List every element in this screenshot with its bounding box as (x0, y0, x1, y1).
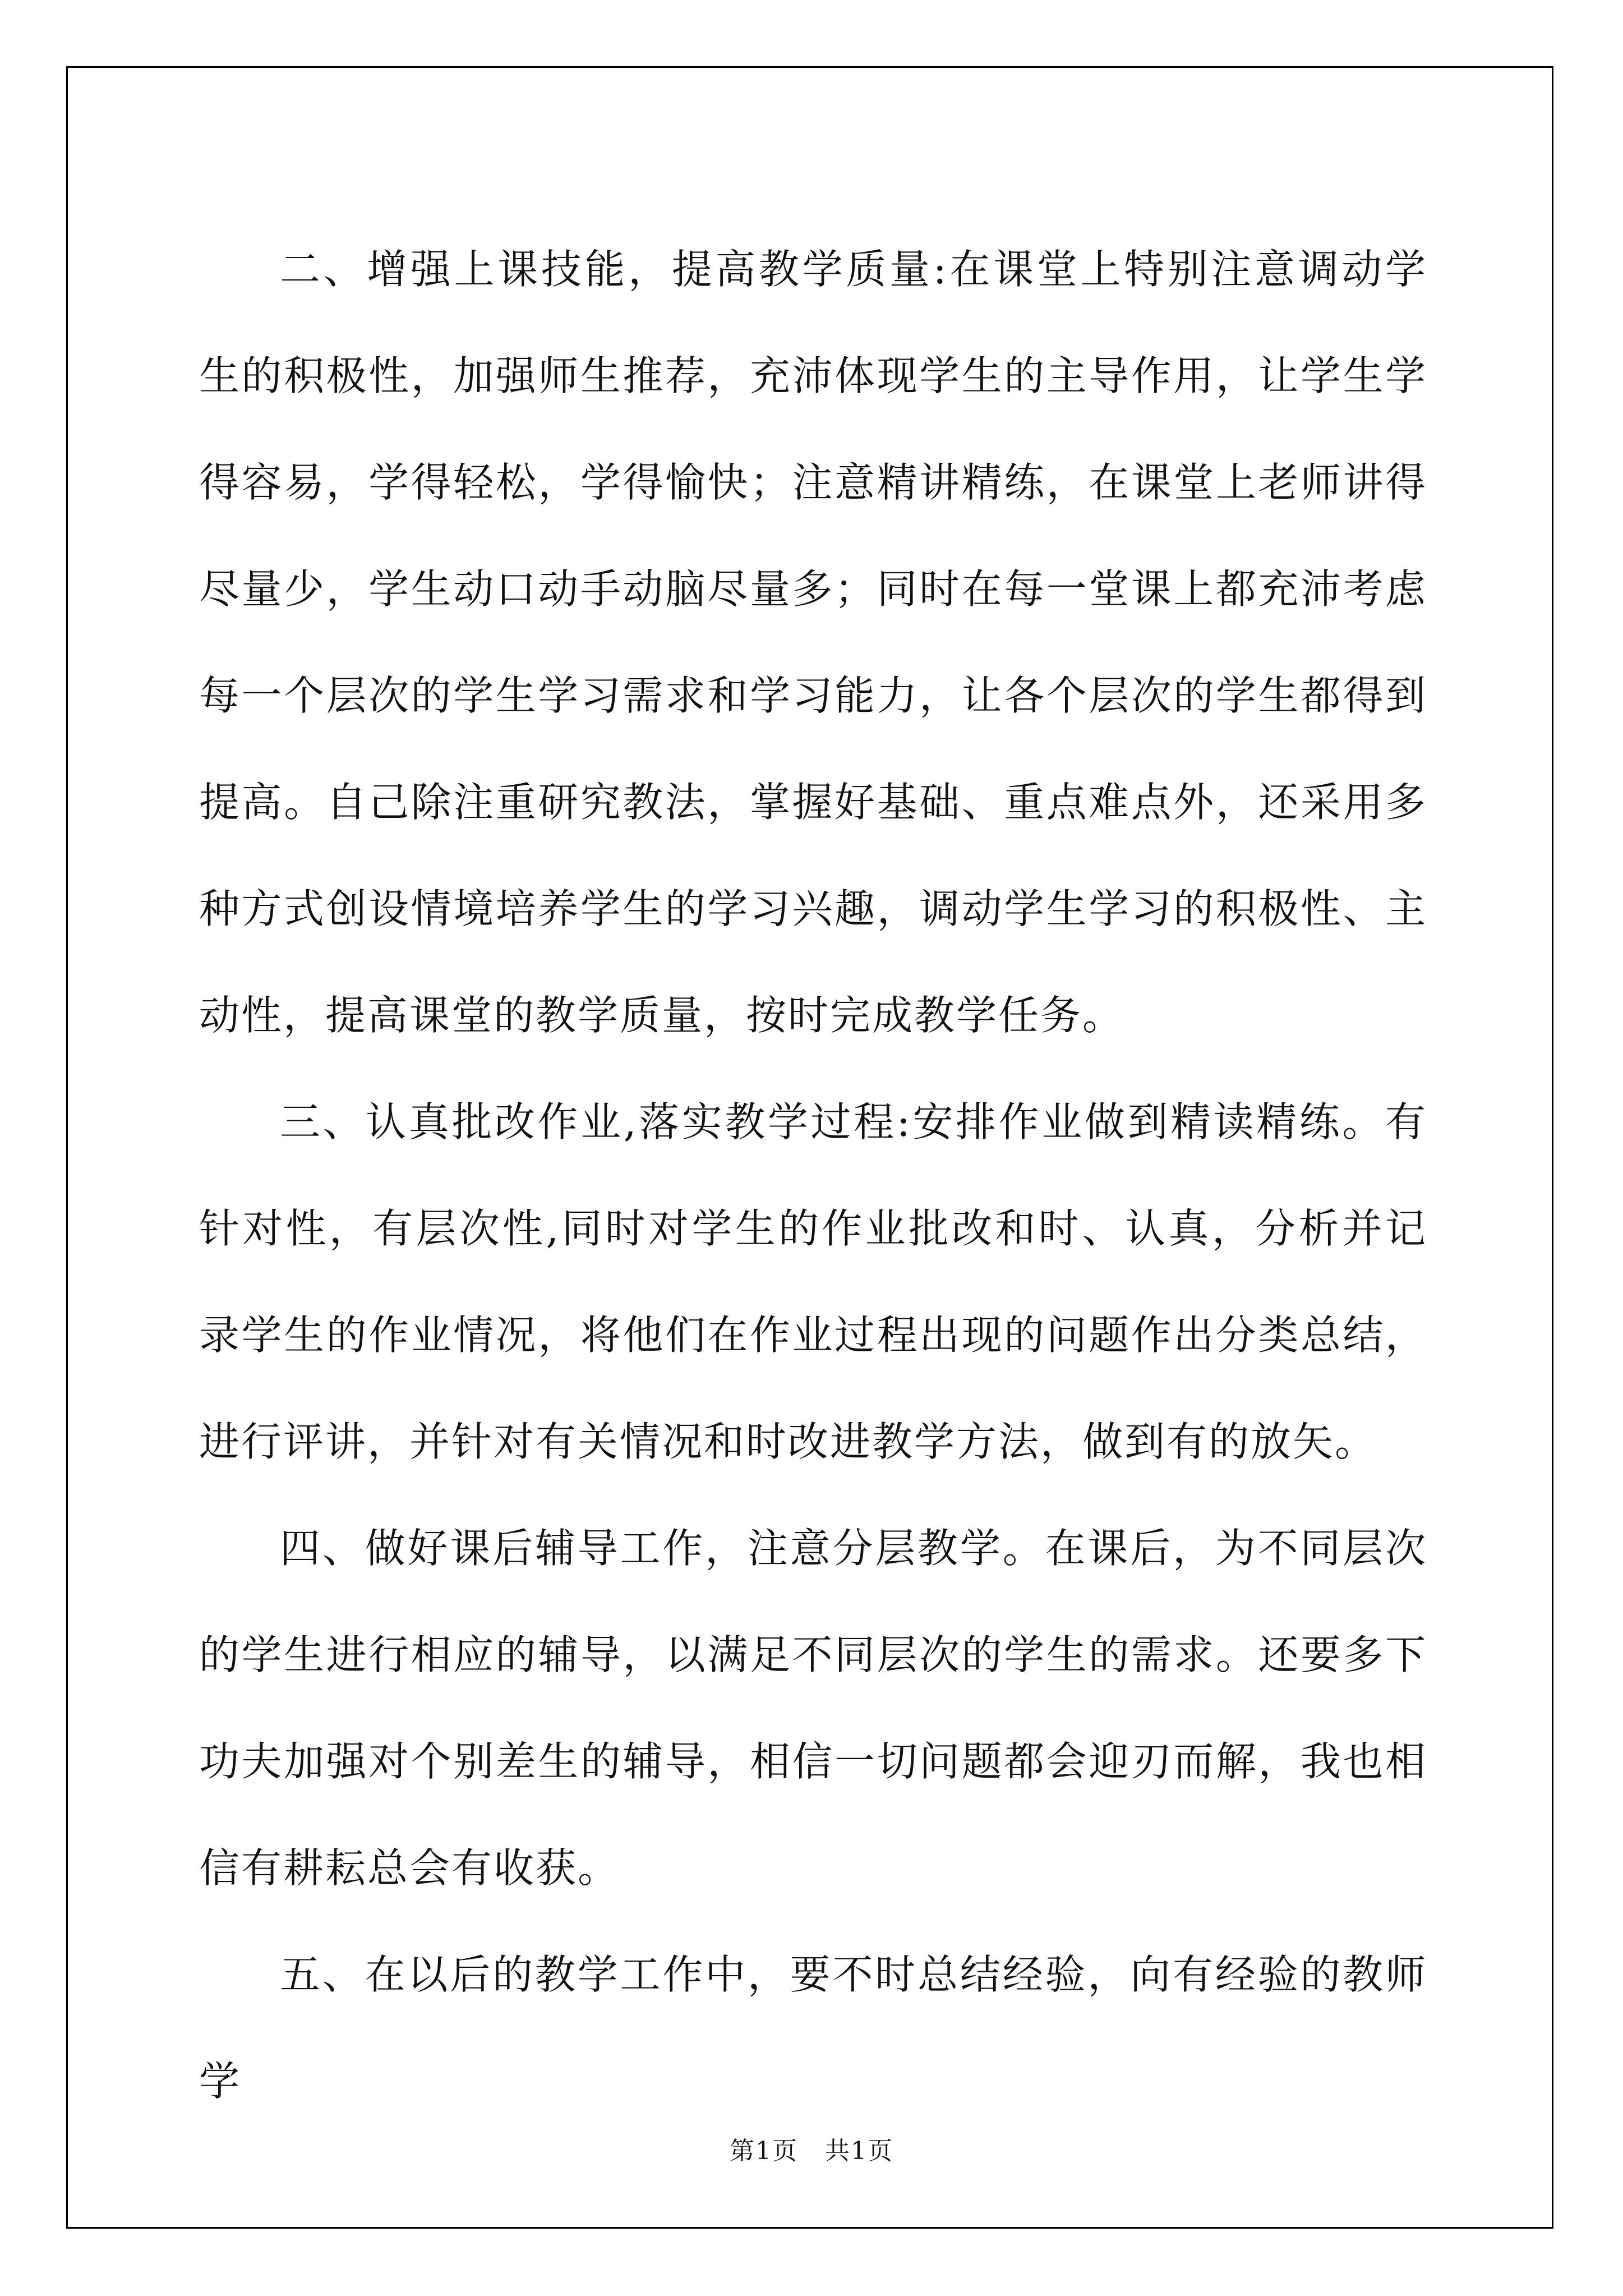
paragraph-homework: 三、认真批改作业,落实教学过程:安排作业做到精读精练。有针对性，有层次性,同时对学生的作业批改和时、认真，分析并记录学生的作业情况，将他们在作业过程出现的问题作出分类总结，进行评讲，并针对有关情况和时改进教学方法，做到有的放矢。 (199, 1098, 1427, 1465)
paragraph-tutoring: 四、做好课后辅导工作，注意分层教学。在课后，为不同层次的学生进行相应的辅导，以满足不同层次的学生的需求。还要多下功夫加强对个别差生的辅导，相信一切问题都会迎刃而解，我也相信有耕耘总会有收获。 (199, 1525, 1427, 1892)
page-footer (0, 2134, 1623, 2168)
page-number: 第1页 (730, 2137, 798, 2165)
document-body (199, 216, 1427, 2134)
page-total: 共1页 (825, 2137, 893, 2165)
paragraph-teaching-skills: 二、增强上课技能，提高教学质量:在课堂上特别注意调动学生的积极性，加强师生推荐，充沛体现学生的主导作用，让学生学得容易，学得轻松，学得愉快；注意精讲精练，在课堂上老师讲得尽量少，学生动口动手动脑尽量多；同时在每一堂课上都充沛考虑每一个层次的学生学习需求和学习能力，让各个层次的学生都得到提高。自己除注重研究教法，掌握好基础、重点难点外，还采用多种方式创设情境培养学生的学习兴趣，调动学生学习的积极性、主动性，提高课堂的教学质量，按时完成教学任务。 (199, 246, 1427, 1039)
paragraph-experience: 五、在以后的教学工作中，要不时总结经验，向有经验的教师学 (199, 1951, 1427, 2105)
